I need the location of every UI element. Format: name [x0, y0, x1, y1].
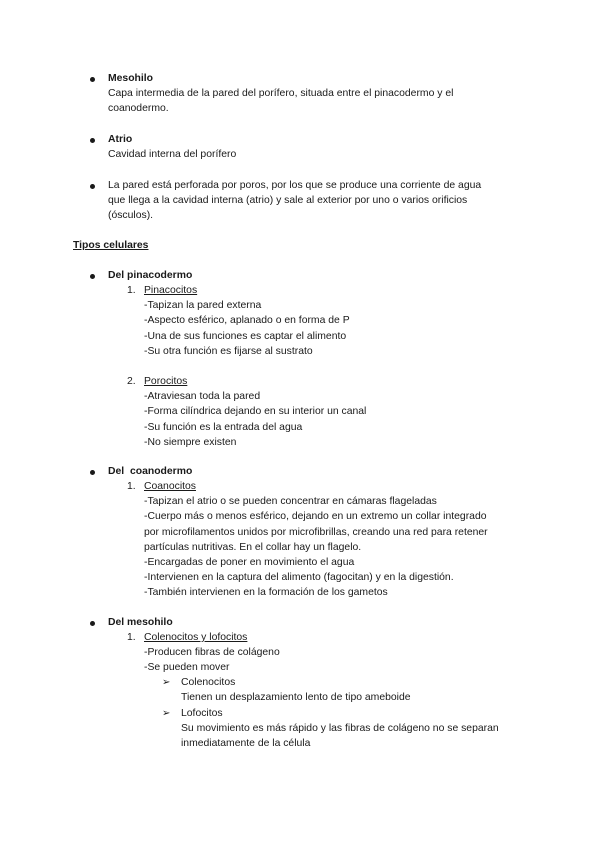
- pared-line: (ósculos).: [108, 210, 154, 222]
- pared-entry: [108, 178, 481, 224]
- bullet-icon: [90, 621, 95, 626]
- list-number: 1.: [127, 285, 136, 296]
- atrio-title: Atrio: [108, 134, 133, 145]
- coanocitos-name: Coanocitos: [144, 481, 196, 492]
- list-number: 2.: [127, 376, 136, 387]
- coanocitos-line: -Tapizan el atrio o se pueden concentrar en cámaras flageladas: [144, 496, 437, 508]
- coanocitos-line: -Encargadas de poner en movimiento el agua: [144, 557, 355, 569]
- porocitos-line: -Atraviesan toda la pared: [144, 391, 261, 403]
- porocitos-line: -No siempre existen: [144, 436, 237, 448]
- colenocitos-lofocitos-line: -Se pueden mover: [144, 662, 230, 674]
- coanodermo-title: Del coanodermo: [108, 466, 193, 477]
- pared-line: La pared está perforada por poros, por los que se produce una corriente de agua: [108, 180, 482, 191]
- coanocitos-line: -Cuerpo más o menos esférico, dejando en un extremo un collar integrado: [144, 511, 487, 523]
- lofocitos-desc: inmediatamente de la célula: [181, 738, 311, 750]
- arrow-bullet-icon: ➢: [162, 677, 171, 688]
- lofocitos-desc: Su movimiento es más rápido y las fibras de colágeno no se separan: [181, 723, 499, 735]
- porocitos-name: Porocitos: [144, 376, 188, 387]
- porocitos-line: -Su función es la entrada del agua: [144, 421, 303, 433]
- coanocitos-block: [144, 479, 488, 601]
- colenocitos-desc: Tienen un desplazamiento lento de tipo ameboide: [181, 692, 411, 704]
- colenocitos-block: [181, 675, 411, 705]
- colenocitos-lofocitos-line: -Producen fibras de colágeno: [144, 647, 280, 659]
- pinacocitos-block: [144, 283, 350, 359]
- pinacocitos-name: Pinacocitos: [144, 285, 198, 296]
- coanocitos-line: por microfilamentos unidos por microfibrillas, creando una red para retener: [144, 526, 488, 538]
- lofocitos-name: Lofocitos: [181, 708, 223, 719]
- pinacocitos-line: -Tapizan la pared externa: [144, 300, 262, 312]
- arrow-bullet-icon: ➢: [162, 708, 171, 719]
- mesohilo-title: Mesohilo: [108, 73, 154, 84]
- pinacocitos-line: -Su otra función es fijarse al sustrato: [144, 345, 313, 357]
- bullet-icon: [90, 274, 95, 279]
- porocitos-block: [144, 374, 366, 450]
- bullet-icon: [90, 77, 95, 82]
- mesohilo-desc-line: Capa intermedia de la pared del porífero, situada entre el pinacodermo y el: [108, 88, 454, 100]
- colenocitos-lofocitos-name: Colenocitos y lofocitos: [144, 632, 248, 643]
- bullet-icon: [90, 138, 95, 143]
- coanocitos-line: partículas nutritivas. En el collar hay un flagelo.: [144, 541, 362, 553]
- mesohilo-desc-line: coanodermo.: [108, 103, 169, 115]
- lofocitos-block: [181, 706, 499, 752]
- atrio-desc: Cavidad interna del porífero: [108, 149, 237, 161]
- list-number: 1.: [127, 481, 136, 492]
- pinacocitos-line: -Una de sus funciones es captar el alimento: [144, 330, 347, 342]
- list-number: 1.: [127, 632, 136, 643]
- pinacodermo-title: Del pinacodermo: [108, 270, 193, 281]
- coanocitos-line: -También intervienen en la formación de los gametos: [144, 587, 388, 599]
- bullet-icon: [90, 470, 95, 475]
- coanocitos-line: -Intervienen en la captura del alimento (fagocitan) y en la digestión.: [144, 572, 454, 584]
- colenocitos-lofocitos-block: [144, 630, 280, 676]
- colenocitos-name: Colenocitos: [181, 677, 236, 688]
- mesohilo-entry: [108, 71, 453, 117]
- atrio-entry: [108, 132, 236, 162]
- pared-line: que llega a la cavidad interna (atrio) y sale al exterior por uno o varios orificios: [108, 195, 468, 207]
- pinacocitos-line: -Aspecto esférico, aplanado o en forma de P: [144, 315, 350, 327]
- porocitos-line: -Forma cilíndrica dejando en su interior un canal: [144, 406, 367, 418]
- bullet-icon: [90, 184, 95, 189]
- section-title: Tipos celulares: [73, 240, 149, 251]
- mesohilo-cells-title: Del mesohilo: [108, 617, 173, 628]
